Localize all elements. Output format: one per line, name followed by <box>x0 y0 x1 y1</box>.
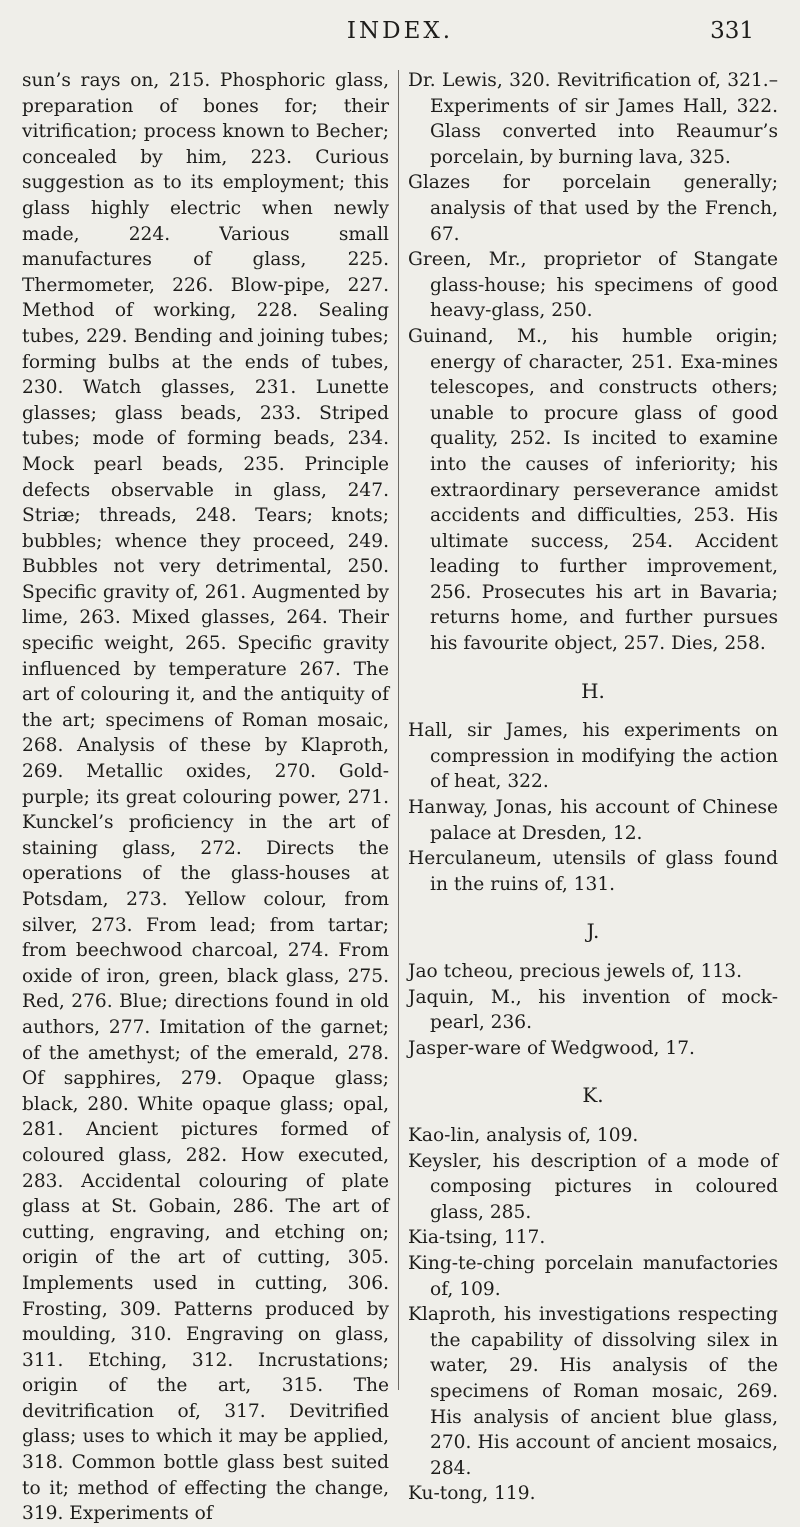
right-column <box>408 68 778 1507</box>
index-entry: Kia-tsing, 117. <box>408 1227 546 1249</box>
index-entry: Herculaneum, utensils of glass found in the ruins of, 131. <box>408 848 778 895</box>
running-head <box>0 18 800 48</box>
index-entry: Glazes for porcelain generally; analysis of that used by the French, 67. <box>408 172 778 245</box>
index-entry: Ku-tong, 119. <box>408 1483 536 1505</box>
index-entry: Guinand, M., his humble origin; energy of character, 251. Exa-mines telescopes, and constructs others; unable to procure glass of good quality, 252. Is incited to examine into the causes of inferiority; his extraordinary perseverance amidst accidents and difficulties, 253. His ultimate success, 254. Accident leading to further improvement, 256. Prosecutes his art in Bavaria; returns home, and further pursues his favourite object, 257. Dies, 258. <box>408 325 778 655</box>
left-column <box>22 68 389 1527</box>
index-entry: Hall, sir James, his experiments on compression in modifying the action of heat, 322. <box>408 720 778 793</box>
index-entry: Jasper-ware of Wedgwood, 17. <box>408 1037 695 1059</box>
index-entry: Hanway, Jonas, his account of Chinese palace at Dresden, 12. <box>408 797 778 844</box>
column-divider <box>398 70 399 1390</box>
index-entry: Jao tcheou, precious jewels of, 113. <box>408 961 742 982</box>
section-letter-j: J. <box>586 919 600 944</box>
section-letter-h: H. <box>581 678 605 703</box>
index-entry: Kao-lin, analysis of, 109. <box>408 1124 639 1146</box>
index-entry: Dr. Lewis, 320. Revitrification of, 321.–Experiments of sir James Hall, 322. Glass converted into Reaumur’s porcelain, by burning lava, 325. <box>408 70 778 168</box>
index-entry: Keysler, his description of a mode of composing pictures in coloured glass, 285. <box>408 1150 778 1223</box>
continued-entry-glass: sun’s rays on, 215. Phosphoric glass, preparation of bones for; their vitrification; process known to Becher; concealed by him, 223. Curious suggestion as to its employment; this glass highly electric when newly made, 224. Various small manufactures of glass, 225. Thermometer, 226. Blow-pipe, 227. Method of working, 228. Sealing tubes, 229. Bending and joining tubes; forming bulbs at the ends of tubes, 230. Watch glasses, 231. Lunette glasses; glass beads, 233. Striped tubes; mode of forming beads, 234. Mock pearl beads, 235. Principle defects observable in glass, 247. Striæ; threads, 248. Tears; knots; bubbles; whence they proceed, 249. Bubbles not very detrimental, 250. Specific gravity of, 261. Augmented by lime, 263. Mixed glasses, 264. Their specific weight, 265. Specific gravity influenced by temperature 267. The art of colouring it, and the antiquity of the art; specimens of Roman mosaic, 268. Analysis of these by Klaproth, 269. Metallic oxides, 270. Gold-purple; its great colouring power, 271. Kunckel’s proficiency in the art of staining glass, 272. Directs the operations of the glass-houses at Potsdam, 273. Yellow colour, from silver, 273. From lead; from tartar; from beechwood charcoal, 274. From oxide of iron, green, black glass, 275. Red, 276. Blue; directions found in old authors, 277. Imitation of the garnet; of the amethyst; of the emerald, 278. Of sapphires, 279. Opaque glass; black, 280. White opaque glass; opal, 281. Ancient pictures formed of coloured glass, 282. How executed, 283. Accidental colouring of plate glass at St. Gobain, 286. The art of cutting, engraving, and etching on; origin of the art of cutting, 305. Implements used in cutting, 306. Frosting, 309. Patterns produced by moulding, 310. Engraving on glass, 311. Etching, 312. Incrustations; origin of the art, 315. The devitrification of, 317. Devitrified glass; uses to which it may be applied, 318. Common bottle glass best suited to it; method of effecting the change, 319. Experiments of <box>22 70 389 1525</box>
index-entry: Green, Mr., proprietor of Stangate glass-house; his specimens of good heavy-glass, 250. <box>408 249 778 322</box>
page-number: 331 <box>710 18 754 44</box>
page-title: INDEX. <box>346 18 454 44</box>
section-letter-k: K. <box>582 1083 604 1108</box>
index-entry: Jaquin, M., his invention of mock-pearl, 236. <box>408 986 778 1034</box>
index-entry: King-te-ching porcelain manufactories of, 109. <box>408 1252 778 1300</box>
index-entry: Klaproth, his investigations respecting the capability of dissolving silex in water, 29. His analysis of the specimens of Roman mosaic, 269. His analysis of ancient blue glass, 270. His account of ancient mosaics, 284. <box>408 1304 778 1479</box>
